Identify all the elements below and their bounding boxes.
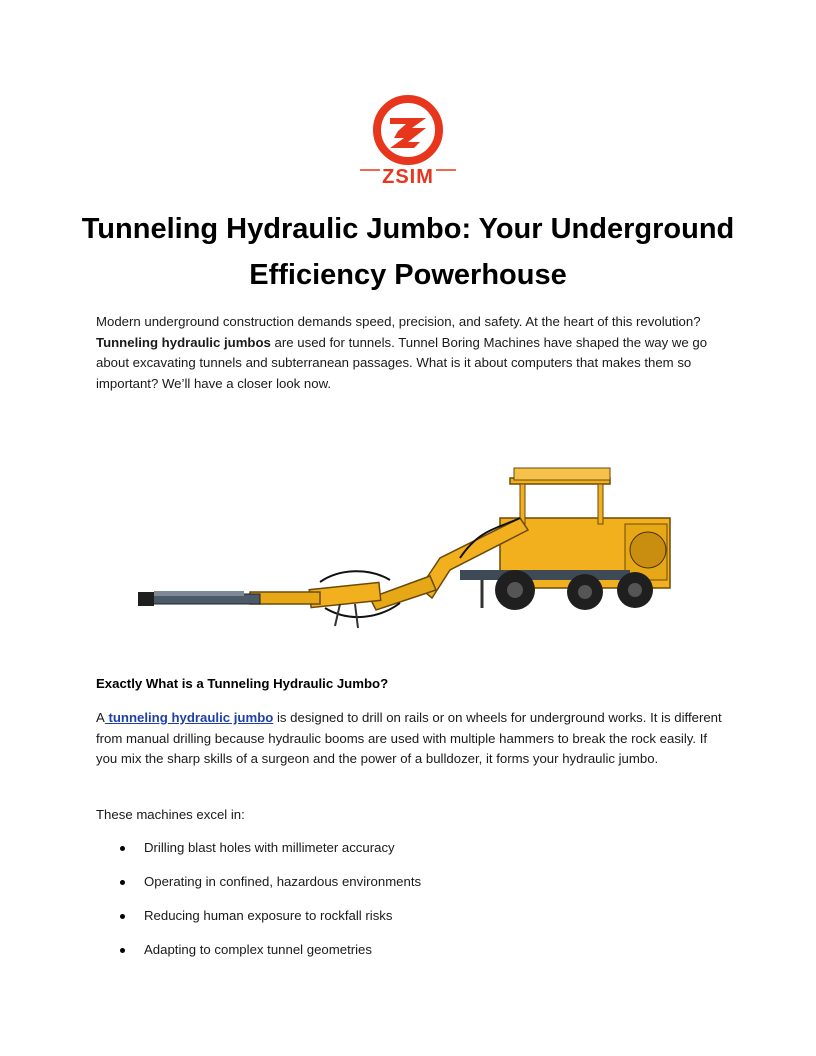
list-item-text: Operating in confined, hazardous environments (144, 874, 422, 889)
list-item (96, 838, 736, 872)
definition-paragraph (96, 708, 726, 770)
list-item-text: Reducing human exposure to rockfall risks (144, 908, 393, 923)
bullet-icon (120, 846, 125, 851)
feature-list (96, 838, 736, 974)
bullet-icon (120, 914, 125, 919)
intro-bold: Tunneling hydraulic jumbos (96, 334, 271, 350)
list-item-text: Drilling blast holes with millimeter accuracy (144, 840, 395, 855)
zsim-logo (360, 94, 456, 190)
intro-text-1: Modern underground construction demands speed, precision, and safety. At the heart of this revolution? (96, 314, 701, 329)
jumbo-machine-image (130, 458, 680, 638)
bullet-icon (120, 948, 125, 953)
page-title: Tunneling Hydraulic Jumbo: Your Underground Efficiency Powerhouse (81, 213, 735, 291)
list-item (96, 940, 736, 974)
definition-text: is designed to drill on rails or on wheels for underground works. It is different from manual drilling because hydraulic booms are used with multiple hammers to break the rock easily. If you mix the sharp skills of a surgeon and the power of a bulldozer, it forms your hydraulic jumbo. (96, 710, 722, 767)
intro-paragraph (96, 312, 726, 394)
intro-text-2: are used for tunnels. Tunnel Boring Machines have shaped the way we go about excavating tunnels and subterranean passages. What is it about computers that makes them so important? We’ll have a closer look now. (96, 334, 708, 391)
bullet-icon (120, 880, 125, 885)
list-intro: These machines excel in: (96, 807, 245, 822)
section-heading: Exactly What is a Tunneling Hydraulic Jumbo? (96, 676, 389, 691)
logo-text: ZSIM (382, 166, 434, 188)
list-item-text: Adapting to complex tunnel geometries (144, 942, 372, 957)
definition-prefix: A (96, 710, 105, 725)
tunneling-hydraulic-jumbo-link[interactable]: tunneling hydraulic jumbo (104, 710, 274, 725)
list-item (96, 872, 736, 906)
list-item (96, 906, 736, 940)
